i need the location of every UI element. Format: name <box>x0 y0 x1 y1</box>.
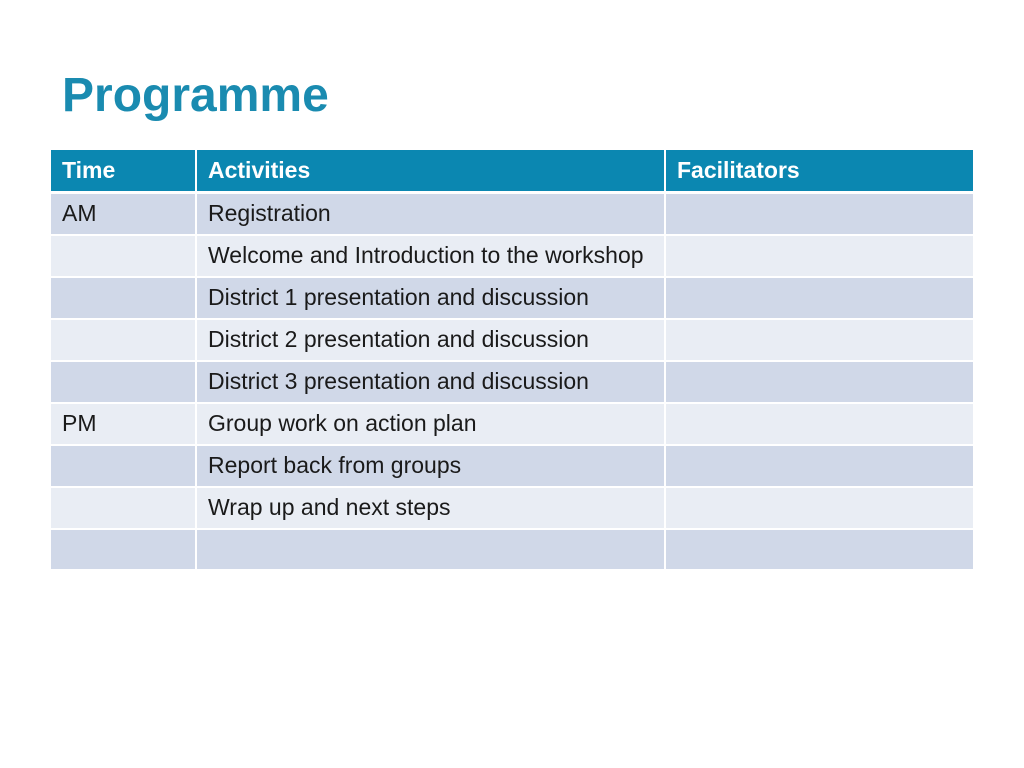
table-row <box>51 194 973 236</box>
table-header-row <box>51 150 973 194</box>
cell-time <box>51 530 197 571</box>
cell-activity: Registration <box>197 194 666 236</box>
cell-activity: Welcome and Introduction to the workshop <box>197 236 666 278</box>
header-activities: Activities <box>197 150 666 194</box>
cell-facilitator <box>666 278 973 320</box>
cell-facilitator <box>666 362 973 404</box>
cell-facilitator <box>666 446 973 488</box>
cell-time <box>51 278 197 320</box>
table-row <box>51 362 973 404</box>
cell-time <box>51 320 197 362</box>
page-title: Programme <box>62 69 329 122</box>
cell-time <box>51 362 197 404</box>
table-row <box>51 404 973 446</box>
cell-activity: Report back from groups <box>197 446 666 488</box>
cell-activity <box>197 530 666 571</box>
header-time: Time <box>51 150 197 194</box>
cell-activity: District 2 presentation and discussion <box>197 320 666 362</box>
cell-facilitator <box>666 236 973 278</box>
table-row <box>51 278 973 320</box>
table-row <box>51 320 973 362</box>
cell-facilitator <box>666 320 973 362</box>
table-row <box>51 446 973 488</box>
cell-activity: District 3 presentation and discussion <box>197 362 666 404</box>
cell-time <box>51 236 197 278</box>
cell-activity: Group work on action plan <box>197 404 666 446</box>
cell-activity: District 1 presentation and discussion <box>197 278 666 320</box>
cell-activity: Wrap up and next steps <box>197 488 666 530</box>
cell-time: AM <box>51 194 197 236</box>
cell-time: PM <box>51 404 197 446</box>
table-row <box>51 236 973 278</box>
table-row <box>51 530 973 571</box>
cell-facilitator <box>666 488 973 530</box>
cell-time <box>51 488 197 530</box>
cell-facilitator <box>666 530 973 571</box>
cell-time <box>51 446 197 488</box>
table-row <box>51 488 973 530</box>
programme-table <box>51 150 973 571</box>
header-facilitators: Facilitators <box>666 150 973 194</box>
cell-facilitator <box>666 194 973 236</box>
cell-facilitator <box>666 404 973 446</box>
